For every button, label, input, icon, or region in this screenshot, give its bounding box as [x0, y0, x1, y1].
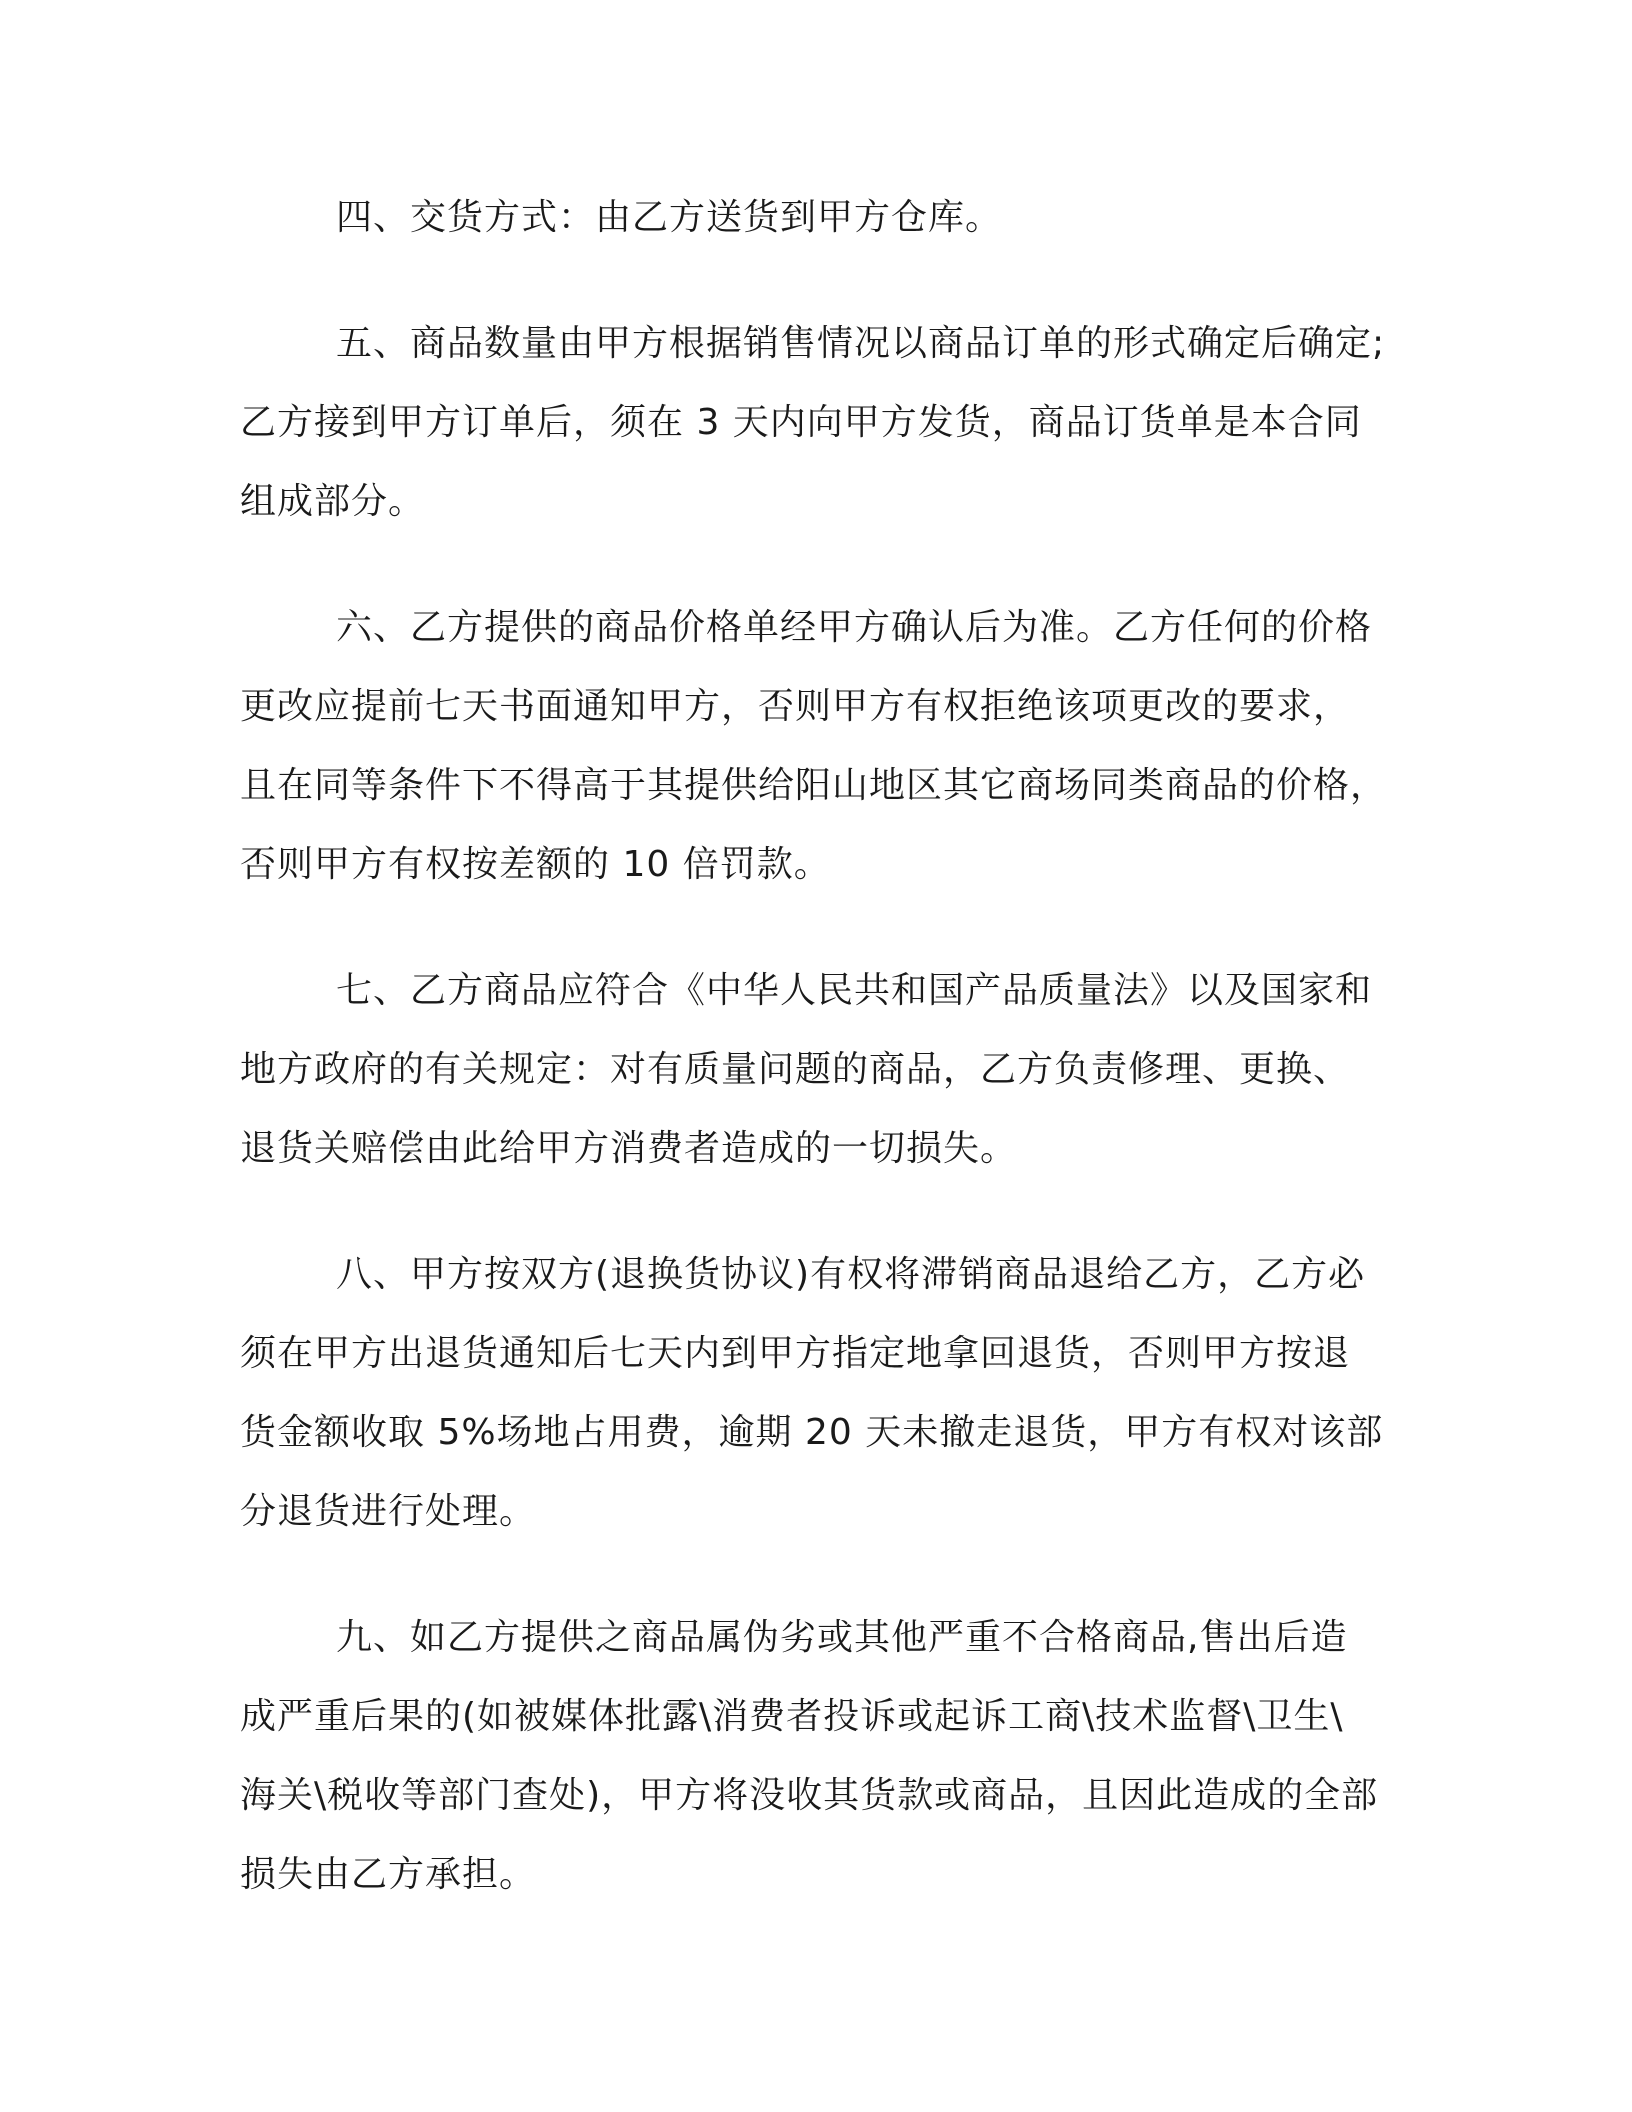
clause-4: 四、交货方式：由乙方送货到甲方仓库。	[336, 197, 1003, 238]
clause-8: 八、甲方按双方(退换货协议)有权将滞销商品退给乙方，乙方必 须在甲方出退货通知后七天内到甲方指定地拿回退货，否则甲方按退 货金额收取 5%场地占用费，逾期 20 天未撤走退货，甲方有权对该部 分退货进行处理。	[240, 1254, 1384, 1532]
clause-6: 六、乙方提供的商品价格单经甲方确认后为准。乙方任何的价格 更改应提前七天书面通知甲方，否则甲方有权拒绝该项更改的要求， 且在同等条件下不得高于其提供给阳山地区其它商场同类商品的价格， 否则甲方有权按差额的 10 倍罚款。	[240, 607, 1388, 885]
clause-5: 五、商品数量由甲方根据销售情况以商品订单的形式确定后确定; 乙方接到甲方订单后，须在 3 天内向甲方发货，商品订货单是本合同 组成部分。	[240, 323, 1386, 522]
document-body	[240, 178, 1400, 1961]
clause-7: 七、乙方商品应符合《中华人民共和国产品质量法》以及国家和 地方政府的有关规定：对有质量问题的商品，乙方负责修理、更换、 退货关赔偿由此给甲方消费者造成的一切损失。	[240, 970, 1373, 1169]
clause-9: 九、如乙方提供之商品属伪劣或其他严重不合格商品,售出后造 成严重后果的(如被媒体批露\消费者投诉或起诉工商\技术监督\卫生\ 海关\税收等部门查处)，甲方将没收其货款或商品，且因此造成的全部 损失由乙方承担。	[240, 1617, 1379, 1895]
